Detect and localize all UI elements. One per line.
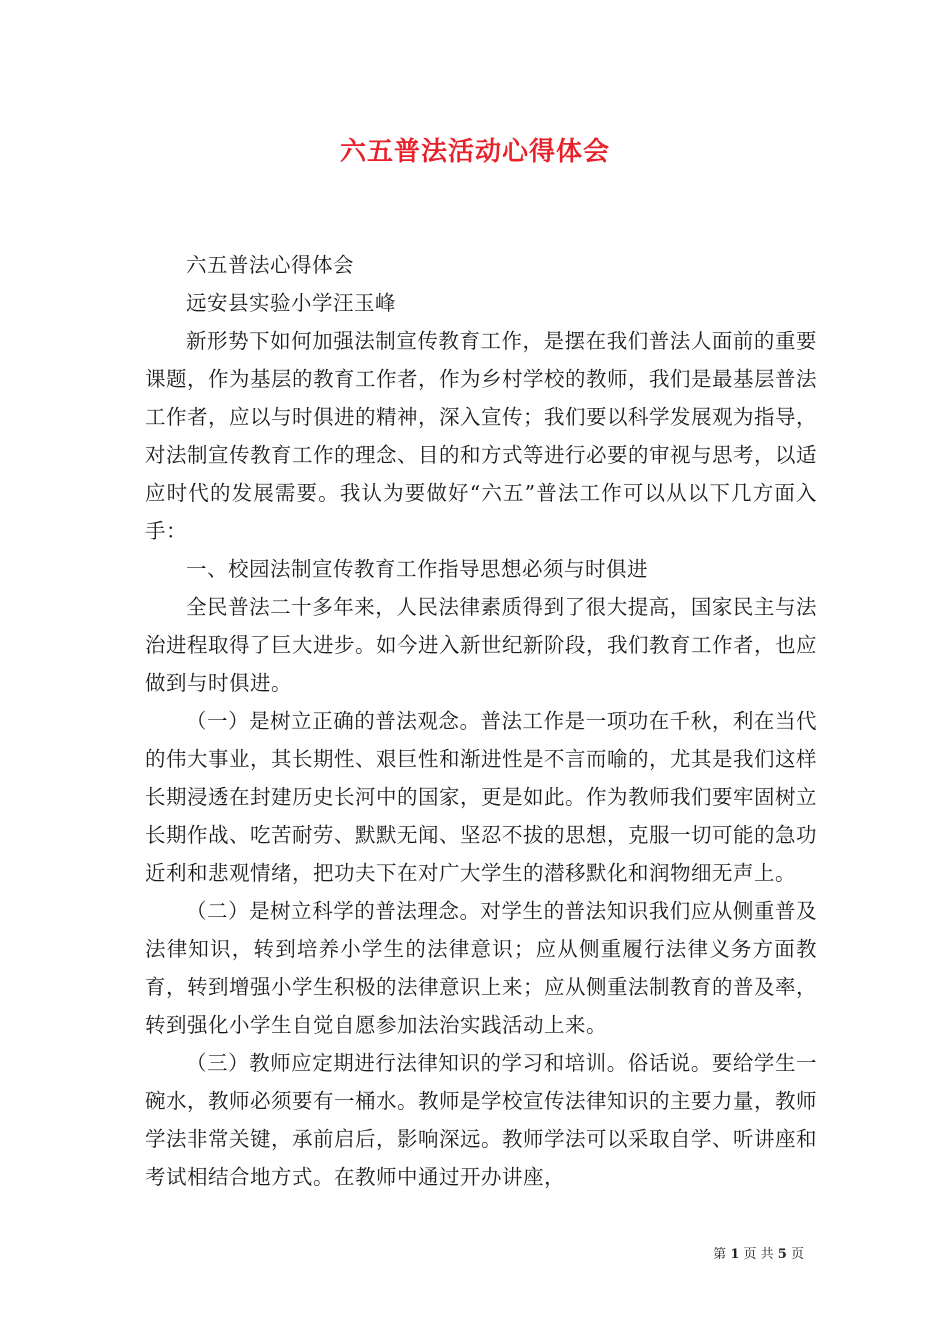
document-body: [145, 246, 817, 1196]
section-heading: 一、校园法制宣传教育工作指导思想必须与时俱进: [186, 557, 648, 581]
footer-prefix: 第: [713, 1247, 727, 1262]
body-paragraph: （二）是树立科学的普法理念。对学生的普法知识我们应从侧重普及法律知识，转到培养小学生的法律意识；应从侧重履行法律义务方面教育，转到增强小学生积极的法律意识上来；应从侧重法制教育的普及率，转到强化小学生自觉自愿参加法治实践活动上来。: [145, 899, 817, 1037]
page-footer: [713, 1246, 804, 1264]
total-page-number: 5: [777, 1247, 787, 1262]
document-title: 六五普法活动心得体会: [339, 137, 610, 167]
body-paragraph: （三）教师应定期进行法律知识的学习和培训。俗话说。要给学生一碗水，教师必须要有一桶水。教师是学校宣传法律知识的主要力量，教师学法非常关键，承前启后，影响深远。教师学法可以采取自学、听讲座和考试相结合地方式。在教师中通过开办讲座，: [145, 1051, 817, 1189]
author-paragraph: 远安县实验小学汪玉峰: [186, 291, 396, 315]
footer-middle: 页 共: [743, 1247, 774, 1262]
footer-suffix: 页: [790, 1247, 804, 1262]
body-paragraph: 全民普法二十多年来，人民法律素质得到了很大提高，国家民主与法治进程取得了巨大进步。如今进入新世纪新阶段，我们教育工作者，也应做到与时俱进。: [145, 595, 817, 695]
body-paragraph: 新形势下如何加强法制宣传教育工作，是摆在我们普法人面前的重要课题，作为基层的教育工作者，作为乡村学校的教师，我们是最基层普法工作者，应以与时俱进的精神，深入宣传；我们要以科学发展观为指导，对法制宣传教育工作的理念、目的和方式等进行必要的审视与思考，以适应时代的发展需要。我认为要做好“六五”普法工作可以从以下几方面入手：: [145, 329, 817, 543]
subtitle-paragraph: 六五普法心得体会: [186, 253, 354, 277]
body-paragraph: （一）是树立正确的普法观念。普法工作是一项功在千秋，利在当代的伟大事业，其长期性、艰巨性和渐进性是不言而喻的，尤其是我们这样长期浸透在封建历史长河中的国家，更是如此。作为教师我们要牢固树立长期作战、吃苦耐劳、默默无闻、坚忍不拔的思想，克服一切可能的急功近利和悲观情绪，把功夫下在对广大学生的潜移默化和润物细无声上。: [145, 709, 817, 885]
current-page-number: 1: [730, 1247, 740, 1262]
